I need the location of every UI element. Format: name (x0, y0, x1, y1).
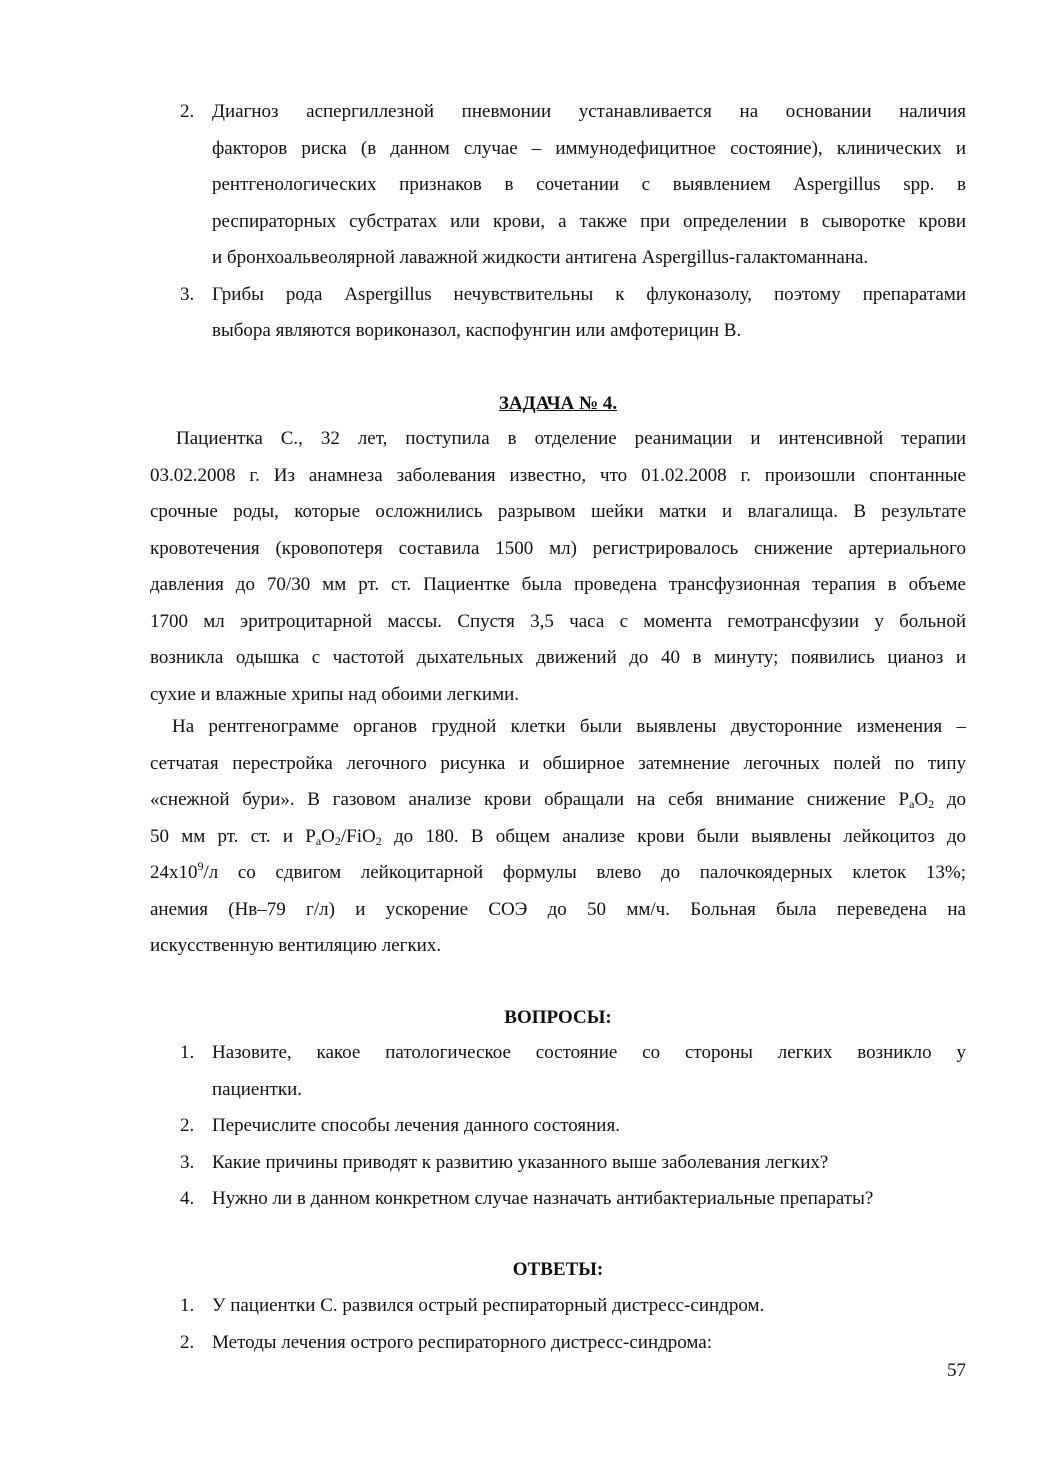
list-item (150, 277, 966, 350)
text-line: сухие и влажные хрипы над обоими легкими. (150, 683, 520, 705)
text-line: сетчатая перестройка легочного рисунка и обширное затемнение легочных полей по типу (150, 752, 966, 774)
list-item (150, 1181, 966, 1218)
text-line: анемия (Нв–79 г/л) и ускорение СОЭ до 50 мм/ч. Больная была переведена на (150, 898, 966, 920)
paragraph-case-description (150, 421, 966, 713)
text-line: выбора являются вориконазол, каспофунгин или амфотерицин В. (212, 320, 742, 341)
text-line: Назовите, какое патологическое состояние со стороны легких возникло у (212, 1042, 966, 1063)
list-item (150, 1325, 966, 1362)
text-line: У пациентки С. развился острый респираторный дистресс-синдром. (212, 1295, 765, 1316)
questions-heading: ВОПРОСЫ: (504, 1007, 612, 1028)
text-line: Какие причины приводят к развитию указанного выше заболевания легких? (212, 1151, 829, 1173)
top-list (150, 94, 966, 350)
text-line: искусственную вентиляцию легких. (150, 935, 442, 956)
task-heading: ЗАДАЧА № 4. (498, 393, 618, 414)
text-line: На рентгенограмме органов грудной клетки были выявлены двусторонние изменения – (172, 716, 966, 737)
text-line: возникла одышка с частотой дыхательных движений до 40 в минуту; появились цианоз и (150, 647, 966, 668)
text-line: и бронхоальвеолярной лаважной жидкости антигена Aspergillus-галактоманнана. (212, 247, 869, 268)
text-line: Перечислите способы лечения данного состояния. (212, 1115, 620, 1136)
list-item-number: 4. (180, 1188, 195, 1209)
text-line: кровотечения (кровопотеря составила 1500 мл) регистрировалось снижение артериального (150, 537, 966, 559)
text-line: 50 мм рт. ст. и $P_aO_2/FiO_2$ до 180. В общем анализе крови были выявлены лейкоцитоз до (150, 825, 966, 848)
text-line: Грибы рода Aspergillus нечувствительны к флуконазолу, поэтому препаратами (212, 283, 966, 305)
answers-heading: ОТВЕТЫ: (512, 1259, 604, 1280)
list-item-number: 2. (180, 101, 195, 122)
text-line: пациентки. (212, 1078, 302, 1100)
text-line: респираторных субстратах или крови, а также при определении в сыворотке крови (212, 210, 966, 232)
list-item (150, 1035, 966, 1108)
text-line: давления до 70/30 мм рт. ст. Пациентке была проведена трансфузионная терапия в объеме (150, 574, 966, 595)
text-line: рентгенологических признаков в сочетании с выявлением Aspergillus spp. в (212, 174, 966, 195)
text-line: Пациентка С., 32 лет, поступила в отделение реанимации и интенсивной терапии (176, 428, 966, 449)
text-line: Диагноз аспергиллезной пневмонии устанавливается на основании наличия (212, 101, 966, 122)
text-line: «снежной бури». В газовом анализе крови обращали на себя внимание снижение $P_aO_2$ до (150, 789, 967, 811)
list-item (150, 94, 966, 277)
list-item-number: 1. (180, 1295, 195, 1316)
text-line: 1700 мл эритроцитарной массы. Спустя 3,5 часа с момента гемотрансфузии у больной (150, 610, 966, 632)
list-item-number: 2. (180, 1331, 195, 1353)
questions-list (150, 1035, 966, 1218)
paragraph-examination (150, 709, 966, 965)
text-line: $24x10^9/л$ со сдвигом лейкоцитарной формулы влево до палочкоядерных клеток 13%; (150, 859, 966, 883)
list-item-number: 1. (180, 1042, 195, 1063)
text-line: срочные роды, которые осложнились разрывом шейки матки и влагалища. В результате (150, 501, 966, 522)
list-item (150, 1145, 966, 1182)
list-item-number: 2. (180, 1115, 195, 1136)
list-item-number: 3. (180, 283, 195, 305)
list-item (150, 1108, 966, 1145)
text-line: Нужно ли в данном конкретном случае назначать антибактериальные препараты? (212, 1188, 874, 1209)
text-line: 03.02.2008 г. Из анамнеза заболевания известно, что 01.02.2008 г. произошли спонтанные (150, 464, 966, 486)
text-line: Методы лечения острого респираторного дистресс-синдрома: (212, 1331, 713, 1353)
page-number: 57 (947, 1360, 966, 1381)
list-item-number: 3. (180, 1151, 195, 1173)
answers-list (150, 1288, 966, 1361)
text-line: факторов риска (в данном случае – иммунодефицитное состояние), клинических и (212, 137, 966, 159)
list-item (150, 1288, 966, 1325)
